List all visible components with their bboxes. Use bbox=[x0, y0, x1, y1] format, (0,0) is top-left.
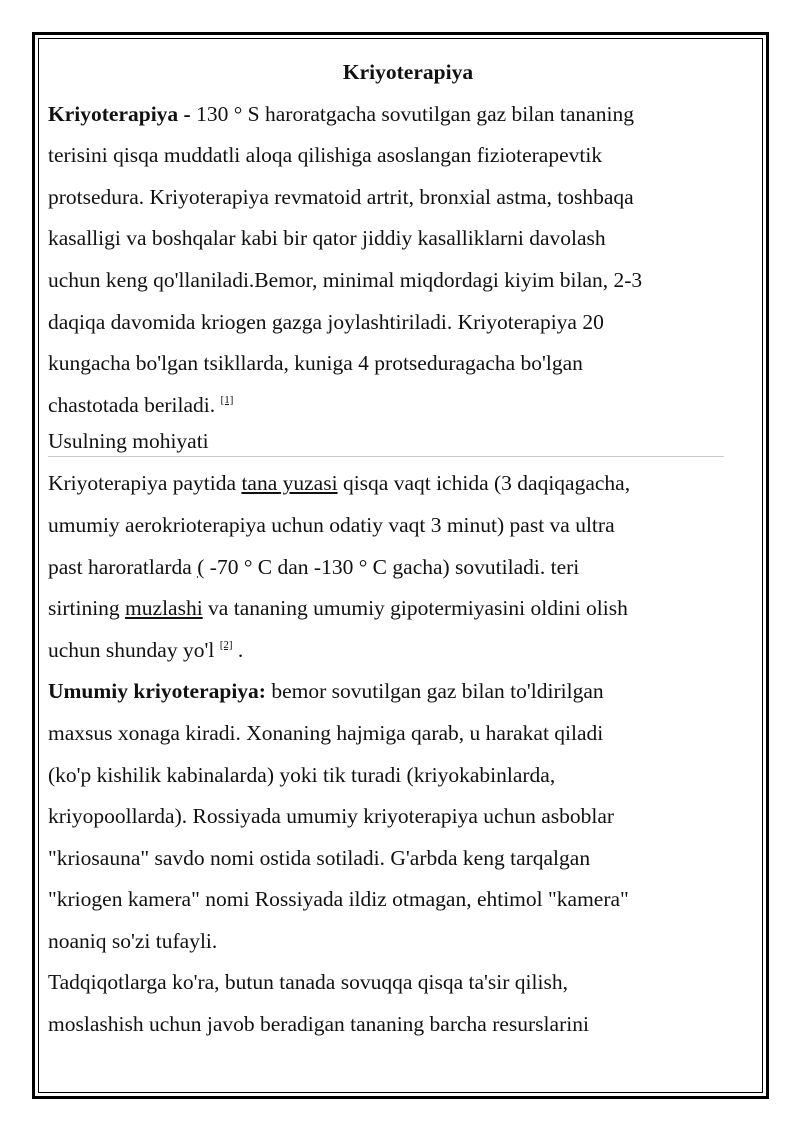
intro-term: Kriyoterapiya - bbox=[48, 101, 191, 126]
general-text: bemor sovutilgan gaz bilan to'ldirilgan bbox=[265, 679, 604, 704]
essence-text: sirtining bbox=[48, 596, 126, 621]
essence-line-3 bbox=[48, 547, 738, 589]
intro-text: 130 ° S haroratgacha sovutilgan gaz bilan tananing bbox=[190, 101, 634, 126]
general-line-7: noaniq so'zi tufayli. bbox=[48, 928, 218, 953]
research-paragraph bbox=[48, 962, 738, 1045]
essence-line-4 bbox=[48, 588, 738, 630]
intro-paragraph bbox=[48, 94, 738, 427]
essence-line-5 bbox=[48, 630, 738, 672]
general-line-3: (ko'p kishilik kabinalarda) yoki tik turadi (kriyokabinlarda, bbox=[48, 762, 556, 787]
link-muzlashi[interactable]: muzlashi bbox=[125, 596, 203, 621]
essence-line-1 bbox=[48, 463, 738, 505]
intro-line-7: kungacha bo'lgan tsikllarda, kuniga 4 protseduragacha bo'lgan bbox=[48, 351, 583, 376]
essence-line-2: umumiy aerokrioterapiya uchun odatiy vaqt 3 minut) past va ultra bbox=[48, 512, 615, 537]
intro-line-6: daqiqa davomida kriogen gazga joylashtiriladi. Kriyoterapiya 20 bbox=[48, 309, 604, 334]
essence-text: . bbox=[232, 637, 244, 662]
general-term: Umumiy kriyoterapiya: bbox=[48, 679, 266, 704]
essence-paragraph bbox=[48, 463, 738, 671]
research-line-1: Tadqiqotlarga ko'ra, butun tanada sovuqqa qisqa ta'sir qilish, bbox=[48, 970, 568, 995]
section-heading: Usulning mohiyati bbox=[48, 426, 724, 457]
essence-text: Kriyoterapiya paytida bbox=[48, 471, 242, 496]
intro-text-end: chastotada beriladi. bbox=[48, 392, 221, 417]
document-title: Kriyoterapiya bbox=[342, 60, 474, 84]
general-line-6: "kriogen kamera" nomi Rossiyada ildiz otmagan, ehtimol "kamera" bbox=[48, 887, 629, 912]
general-line-5: "kriosauna" savdo nomi ostida sotiladi. G'arbda keng tarqalgan bbox=[48, 845, 591, 870]
essence-text: va tananing umumiy gipotermiyasini oldini olish bbox=[202, 596, 628, 621]
essence-text: past haroratlarda bbox=[48, 554, 198, 579]
intro-line-5: uchun keng qo'llaniladi.Bemor, minimal miqdordagi kiyim bilan, 2-3 bbox=[48, 267, 643, 292]
intro-line-3: protsedura. Kriyoterapiya revmatoid artrit, bronxial astma, toshbaqa bbox=[48, 184, 634, 209]
link-paren[interactable]: ( bbox=[197, 554, 205, 579]
intro-line-8 bbox=[48, 385, 738, 427]
link-tana-yuzasi[interactable]: tana yuzasi bbox=[241, 471, 338, 496]
essence-text: qisqa vaqt ichida (3 daqiqagacha, bbox=[337, 471, 631, 496]
intro-line-4: kasalligi va boshqalar kabi bir qator jiddiy kasalliklarni davolash bbox=[48, 226, 606, 251]
footnote-ref-1[interactable]: [1] bbox=[220, 393, 234, 406]
general-line-4: kriyopoollarda). Rossiyada umumiy kriyoterapiya uchun asboblar bbox=[48, 804, 615, 829]
general-line-2: maxsus xonaga kiradi. Xonaning hajmiga qarab, u harakat qiladi bbox=[48, 720, 604, 745]
footnote-ref-2[interactable]: [2] bbox=[219, 638, 233, 651]
document-body bbox=[48, 52, 738, 1046]
intro-line-2: terisini qisqa muddatli aloqa qilishiga asoslangan fizioterapevtik bbox=[48, 143, 603, 168]
research-line-2: moslashish uchun javob beradigan tananing barcha resurslarini bbox=[48, 1012, 589, 1037]
essence-text: uchun shunday yo'l bbox=[48, 637, 220, 662]
essence-text: -70 ° C dan -130 ° C gacha) sovutiladi. teri bbox=[204, 554, 580, 579]
general-line-1 bbox=[48, 671, 738, 713]
intro-line-1 bbox=[48, 94, 738, 136]
general-paragraph bbox=[48, 671, 738, 962]
